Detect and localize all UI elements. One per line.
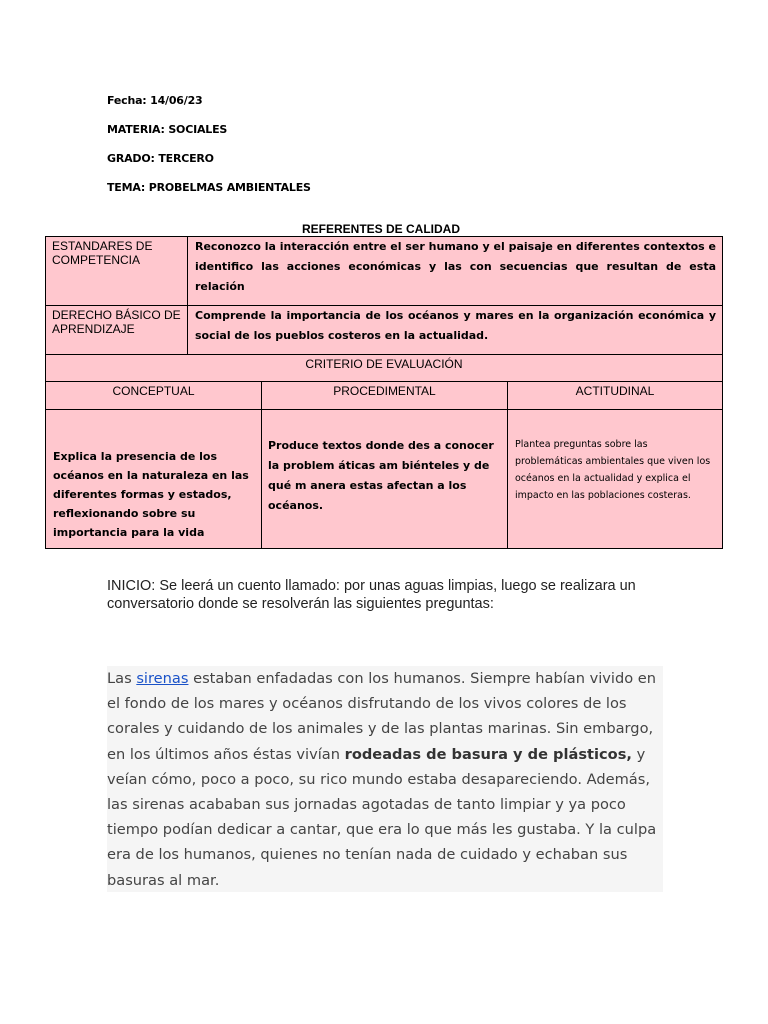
conceptual-text: Explica la presencia de los océanos en la naturaleza en las diferentes formas y estados, reflexionando sobre su importancia para la vida	[53, 450, 249, 539]
conceptual-header-cell	[45, 381, 262, 410]
estandares-text: Reconozco la interacción entre el ser humano y el paisaje en diferentes contextos e identifico las acciones económicas y las con secuencias que resultan de esta relación	[195, 240, 716, 293]
story-part3: y veían cómo, poco a poco, su rico mundo estaba desapareciendo. Además, las sirenas acababan sus jornadas agotadas de tanto limpiar y ya poco tiempo podían dedicar a cantar, que era lo que más les gustaba. Y la culpa era de los humanos, quienes no tenían nada de cuidado y echaban sus basuras al mar.	[107, 745, 657, 889]
dba-text-cell	[187, 305, 723, 355]
estandares-label: ESTANDARES DE COMPETENCIA	[52, 239, 153, 267]
materia-line: MATERIA: SOCIALES	[107, 123, 228, 136]
actitudinal-text: Plantea preguntas sobre las problemáticas ambientales que viven los océanos en la actualidad y explica el impacto en las poblaciones costeras.	[515, 439, 711, 501]
procedimental-content-cell	[261, 409, 508, 549]
referentes-title: REFERENTES DE CALIDAD	[302, 222, 461, 236]
estandares-label-cell	[45, 236, 188, 306]
story-box	[107, 666, 663, 892]
conceptual-content-cell	[45, 409, 262, 549]
story-part1: Las	[107, 670, 137, 687]
inicio-paragraph: INICIO: Se leerá un cuento llamado: por unas aguas limpias, luego se realizara un conversatorio donde se resolverán las siguientes preguntas:	[107, 578, 636, 612]
procedimental-header: PROCEDIMENTAL	[333, 384, 436, 398]
dba-label: DERECHO BÁSICO DE APRENDIZAJE	[52, 308, 181, 336]
conceptual-header: CONCEPTUAL	[112, 384, 195, 398]
fecha-line: Fecha: 14/06/23	[107, 94, 203, 107]
criterio-cell	[45, 354, 723, 382]
story-bold: rodeadas de basura y de plásticos,	[344, 745, 632, 763]
tema-line: TEMA: PROBELMAS AMBIENTALES	[107, 181, 311, 194]
sirenas-link[interactable]: sirenas	[136, 670, 189, 687]
criterio-label: CRITERIO DE EVALUACIÓN	[305, 357, 463, 371]
estandares-text-cell	[187, 236, 723, 306]
dba-text: Comprende la importancia de los océanos y mares en la organización económica y social de los pueblos costeros en la actualidad.	[195, 309, 716, 342]
actitudinal-content-cell	[507, 409, 723, 549]
grado-line: GRADO: TERCERO	[107, 152, 214, 165]
story-paragraph	[107, 666, 663, 893]
actitudinal-header-cell	[507, 381, 723, 410]
dba-label-cell	[45, 305, 188, 355]
actitudinal-header: ACTITUDINAL	[575, 384, 655, 398]
procedimental-text: Produce textos donde des a conocer la problem áticas am biénteles y de qué m anera estas afectan a los océanos.	[268, 439, 494, 512]
story-part2: estaban enfadadas con los humanos. Siempre habían vivido en el fondo de los mares y océanos disfrutando de los vivos colores de los corales y cuidando de los animales y de las plantas marinas. Sin embargo, en los últimos años éstas vivían	[107, 670, 657, 763]
procedimental-header-cell	[261, 381, 508, 410]
